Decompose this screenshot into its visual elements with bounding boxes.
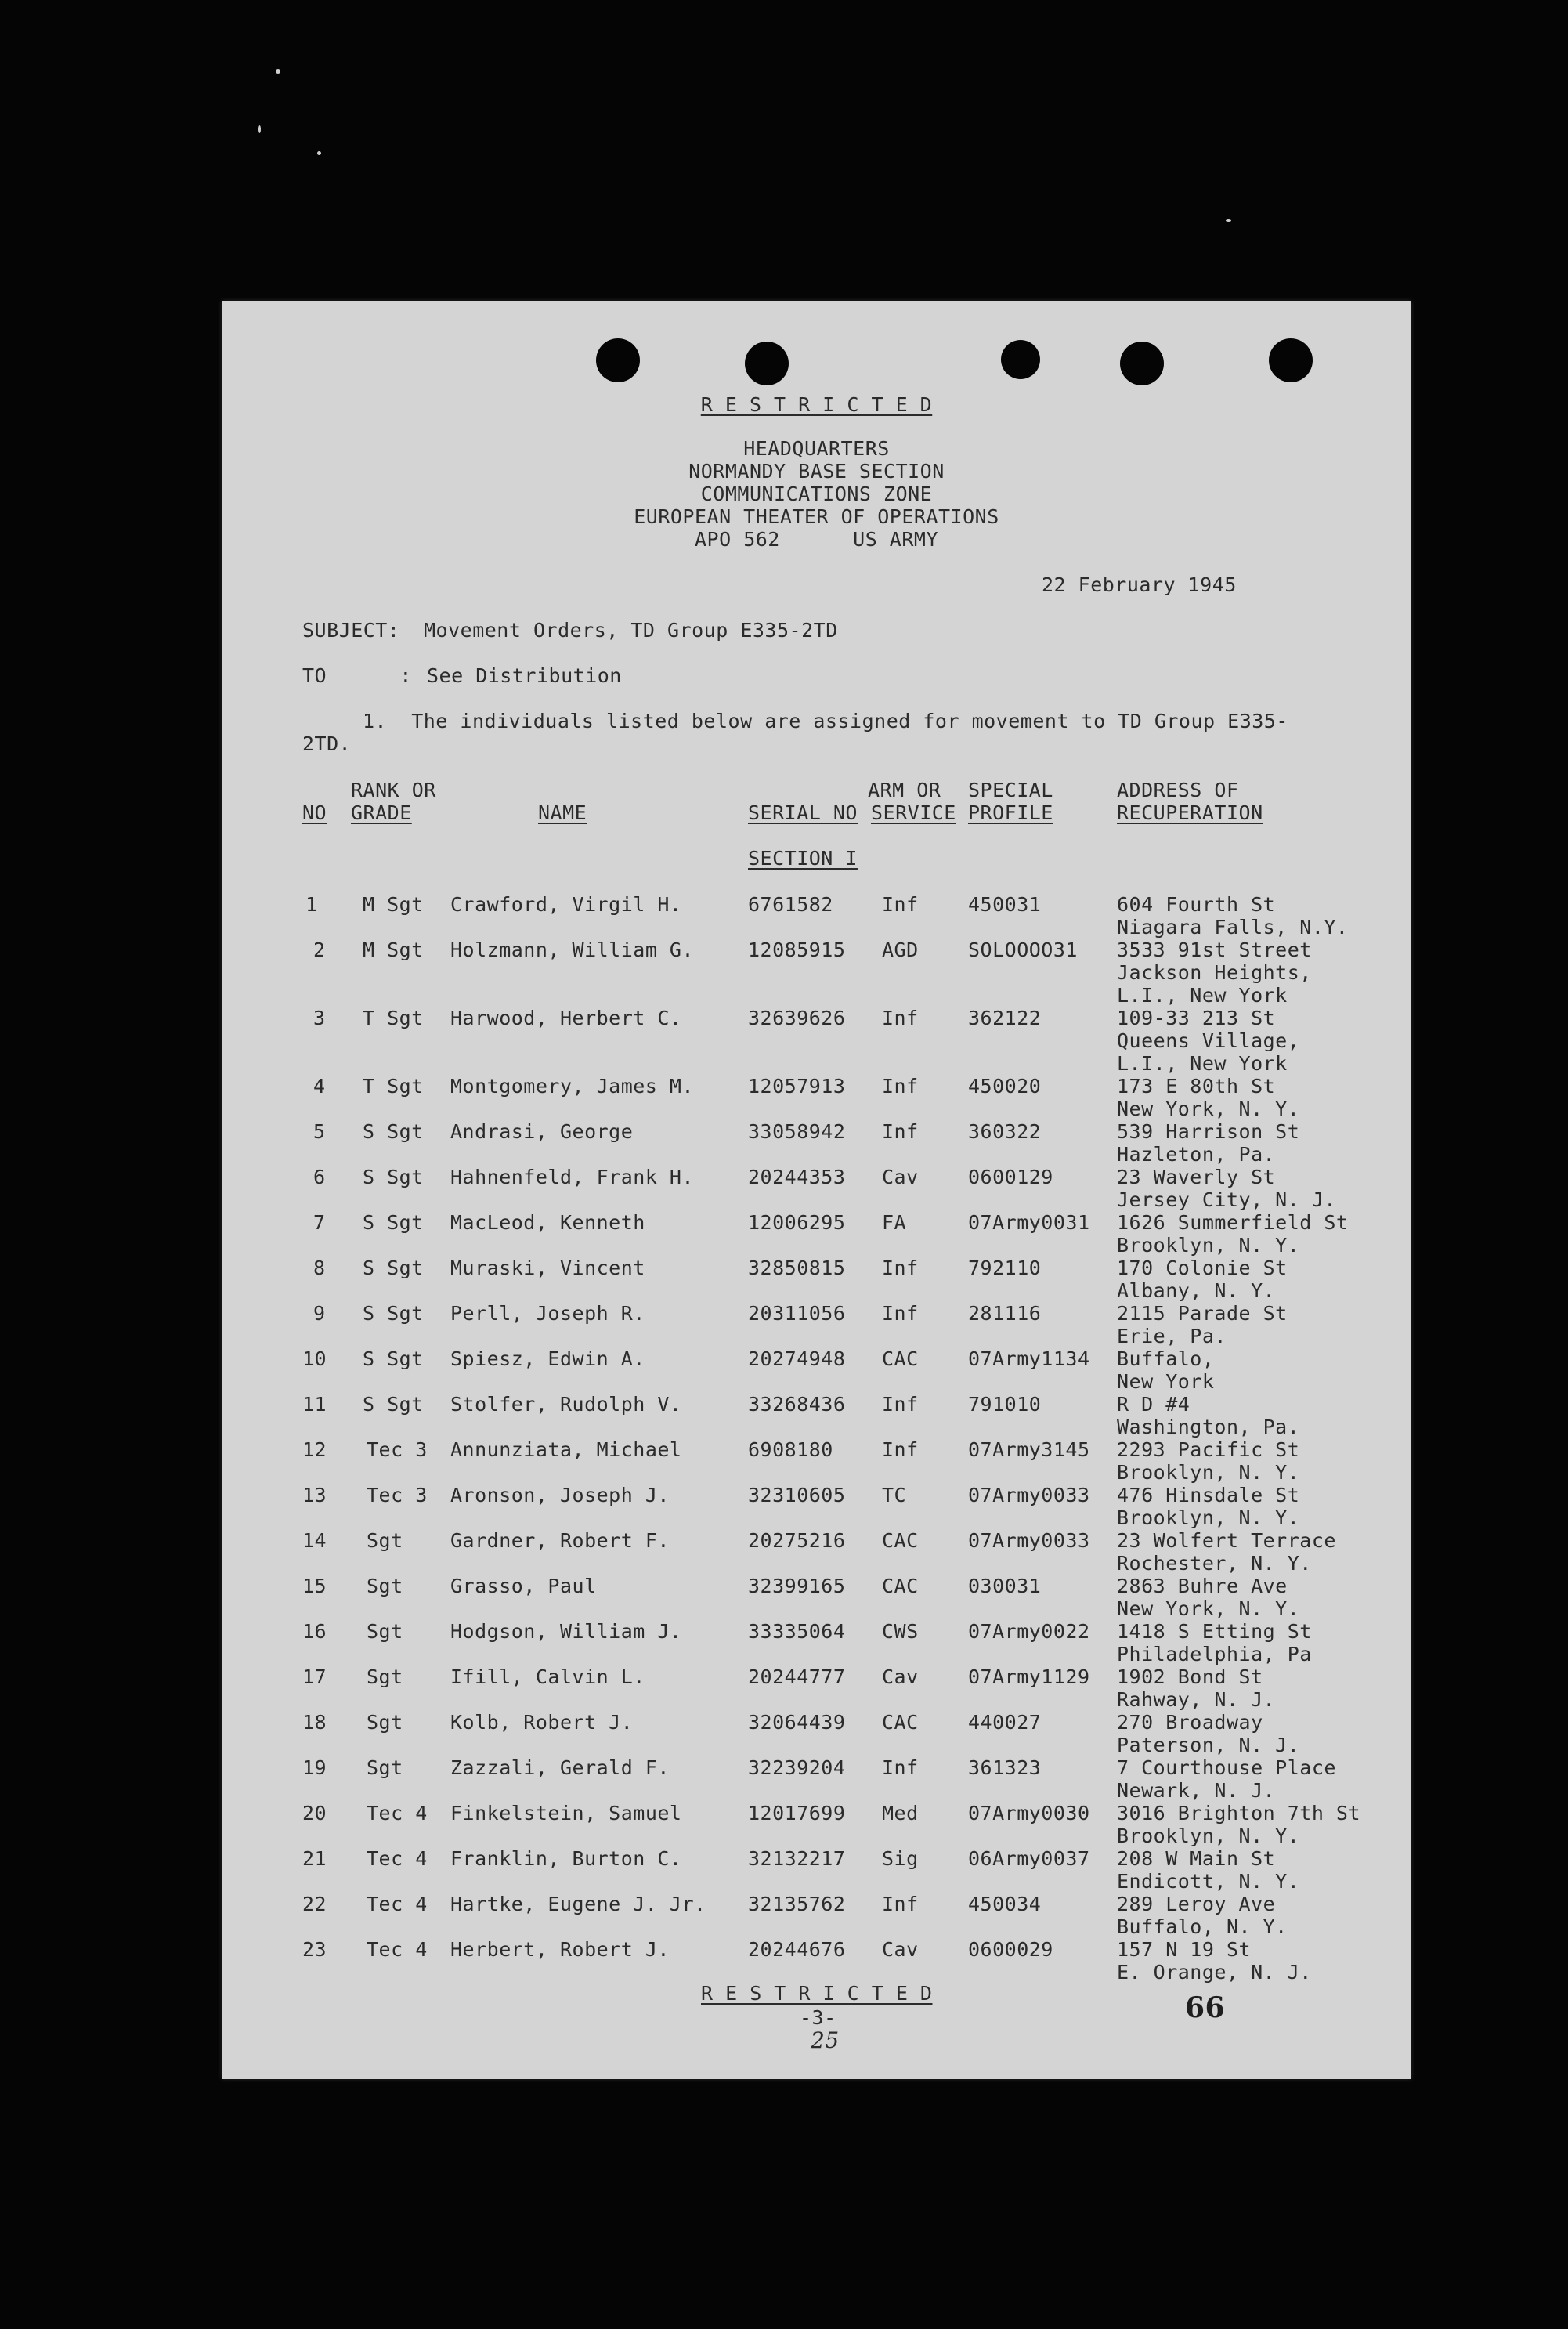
row-profile: 07Army0031 (968, 1211, 1090, 1234)
row-address-1: 7 Courthouse Place (1117, 1756, 1336, 1779)
row-no: 3 (313, 1007, 326, 1029)
row-address-2: New York (1117, 1370, 1215, 1393)
row-arm: Inf (882, 1257, 919, 1279)
row-arm: CAC (882, 1529, 919, 1552)
row-serial: 12057913 (748, 1075, 846, 1098)
punch-hole (1001, 340, 1040, 379)
row-name: MacLeod, Kenneth (450, 1211, 645, 1234)
row-serial: 12006295 (748, 1211, 846, 1234)
row-profile: 362122 (968, 1007, 1042, 1029)
row-serial: 12017699 (748, 1802, 846, 1825)
row-profile: 07Army1129 (968, 1665, 1090, 1688)
row-address-2: Paterson, N. J. (1117, 1734, 1300, 1756)
dust-speck (317, 151, 321, 155)
col-name: NAME (538, 801, 587, 824)
row-name: Hodgson, William J. (450, 1620, 682, 1643)
paragraph-line-1: 1. The individuals listed below are assigned for movement to TD Group E335- (363, 710, 1288, 732)
row-address-2: Buffalo, N. Y. (1117, 1915, 1288, 1938)
classification-footer: R E S T R I C T E D (701, 1982, 933, 2005)
row-serial: 32399165 (748, 1575, 846, 1597)
row-arm: Inf (882, 1302, 919, 1325)
org-line-1: HEADQUARTERS (743, 437, 890, 460)
row-serial: 6761582 (748, 893, 833, 916)
to-label: TO : (302, 664, 412, 687)
row-rank: Sgt (367, 1529, 403, 1552)
table-row (222, 938, 1411, 1007)
row-no: 20 (302, 1802, 327, 1825)
row-address-2: Hazleton, Pa. (1117, 1143, 1276, 1166)
row-address-2: Brooklyn, N. Y. (1117, 1234, 1300, 1257)
table-row (222, 1347, 1411, 1394)
row-name: Montgomery, James M. (450, 1075, 695, 1098)
paragraph-line-2: 2TD. (302, 732, 352, 755)
row-address-2: Erie, Pa. (1117, 1325, 1227, 1347)
row-address-1: 3533 91st Street (1117, 938, 1312, 961)
row-address-2: Jackson Heights, (1117, 961, 1312, 984)
row-address-2: Philadelphia, Pa (1117, 1643, 1312, 1665)
row-address-1: 604 Fourth St (1117, 893, 1276, 916)
row-rank: S Sgt (363, 1120, 424, 1143)
row-address-1: 270 Broadway (1117, 1711, 1263, 1734)
row-serial: 20244777 (748, 1665, 846, 1688)
row-no: 22 (302, 1893, 327, 1915)
row-address-2: Brooklyn, N. Y. (1117, 1825, 1300, 1847)
row-rank: Sgt (367, 1620, 403, 1643)
table-row (222, 1166, 1411, 1213)
row-name: Muraski, Vincent (450, 1257, 645, 1279)
punch-hole (1269, 338, 1313, 382)
row-profile: 281116 (968, 1302, 1042, 1325)
row-serial: 33335064 (748, 1620, 846, 1643)
row-serial: 32639626 (748, 1007, 846, 1029)
row-address-1: 1418 S Etting St (1117, 1620, 1312, 1643)
col-rank-line2: GRADE (351, 801, 412, 824)
table-row (222, 1257, 1411, 1304)
row-address-2: Brooklyn, N. Y. (1117, 1461, 1300, 1484)
col-address-line1: ADDRESS OF (1117, 779, 1239, 801)
row-arm: AGD (882, 938, 919, 961)
row-name: Annunziata, Michael (450, 1438, 682, 1461)
row-address-2: New York, N. Y. (1117, 1098, 1300, 1120)
row-rank: S Sgt (363, 1347, 424, 1370)
row-rank: Sgt (367, 1756, 403, 1779)
row-rank: T Sgt (363, 1075, 424, 1098)
row-serial: 12085915 (748, 938, 846, 961)
row-profile: 450020 (968, 1075, 1042, 1098)
row-arm: CWS (882, 1620, 919, 1643)
row-address-1: 2115 Parade St (1117, 1302, 1288, 1325)
stamped-number: 66 (1185, 1991, 1226, 2024)
row-rank: Tec 3 (367, 1438, 428, 1461)
row-profile: 791010 (968, 1393, 1042, 1416)
row-name: Ifill, Calvin L. (450, 1665, 645, 1688)
row-arm: Cav (882, 1938, 919, 1961)
col-no: NO (302, 801, 327, 824)
dust-speck (276, 69, 280, 74)
table-row (222, 1007, 1411, 1076)
row-rank: Tec 4 (367, 1893, 428, 1915)
row-address-2: New York, N. Y. (1117, 1597, 1300, 1620)
col-special-line2: PROFILE (968, 801, 1053, 824)
row-address-1: 208 W Main St (1117, 1847, 1276, 1870)
row-no: 6 (313, 1166, 326, 1188)
row-serial: 32850815 (748, 1257, 846, 1279)
row-serial: 32132217 (748, 1847, 846, 1870)
table-row (222, 1575, 1411, 1622)
row-address-2: Albany, N. Y. (1117, 1279, 1276, 1302)
row-profile: 440027 (968, 1711, 1042, 1734)
row-arm: Inf (882, 1075, 919, 1098)
row-arm: Inf (882, 1393, 919, 1416)
row-address-2: Jersey City, N. J. (1117, 1188, 1336, 1211)
row-serial: 32239204 (748, 1756, 846, 1779)
table-row (222, 893, 1411, 940)
row-profile: 030031 (968, 1575, 1042, 1597)
row-profile: 792110 (968, 1257, 1042, 1279)
row-profile: 450031 (968, 893, 1042, 916)
row-no: 18 (302, 1711, 327, 1734)
subject-text: Movement Orders, TD Group E335-2TD (424, 619, 838, 642)
row-arm: Inf (882, 1893, 919, 1915)
table-row (222, 1529, 1411, 1576)
row-serial: 20311056 (748, 1302, 846, 1325)
row-profile: 361323 (968, 1756, 1042, 1779)
row-arm: CAC (882, 1711, 919, 1734)
row-arm: Sig (882, 1847, 919, 1870)
row-address-3: L.I., New York (1117, 984, 1288, 1007)
row-serial: 6908180 (748, 1438, 833, 1461)
row-profile: 0600129 (968, 1166, 1053, 1188)
row-arm: Inf (882, 1007, 919, 1029)
row-name: Andrasi, George (450, 1120, 634, 1143)
row-address-1: 23 Waverly St (1117, 1166, 1276, 1188)
row-address-1: 3016 Brighton 7th St (1117, 1802, 1361, 1825)
row-name: Grasso, Paul (450, 1575, 597, 1597)
row-rank: S Sgt (363, 1393, 424, 1416)
table-row (222, 1938, 1411, 1985)
row-name: Hartke, Eugene J. Jr. (450, 1893, 706, 1915)
row-no: 4 (313, 1075, 326, 1098)
row-rank: Sgt (367, 1665, 403, 1688)
table-row (222, 1847, 1411, 1894)
row-address-2: Newark, N. J. (1117, 1779, 1276, 1802)
row-arm: Inf (882, 1120, 919, 1143)
row-serial: 33268436 (748, 1393, 846, 1416)
row-no: 11 (302, 1393, 327, 1416)
row-no: 15 (302, 1575, 327, 1597)
row-no: 2 (313, 938, 326, 961)
col-rank-line1: RANK OR (351, 779, 436, 801)
row-address-1: 170 Colonie St (1117, 1257, 1288, 1279)
row-serial: 20274948 (748, 1347, 846, 1370)
row-address-1: 109-33 213 St (1117, 1007, 1276, 1029)
row-no: 19 (302, 1756, 327, 1779)
row-arm: CAC (882, 1575, 919, 1597)
handwritten-page-number: 25 (811, 2027, 840, 2053)
row-rank: S Sgt (363, 1302, 424, 1325)
row-serial: 33058942 (748, 1120, 846, 1143)
row-address-2: Brooklyn, N. Y. (1117, 1506, 1300, 1529)
row-profile: 0600029 (968, 1938, 1053, 1961)
page-marker: -3- (800, 2006, 836, 2029)
row-arm: Inf (882, 1756, 919, 1779)
row-profile: SOLOOOO31 (968, 938, 1078, 961)
row-serial: 20244676 (748, 1938, 846, 1961)
section-title: SECTION I (748, 847, 858, 870)
row-arm: TC (882, 1484, 907, 1506)
dust-speck (258, 125, 261, 133)
row-rank: M Sgt (363, 938, 424, 961)
row-name: Perll, Joseph R. (450, 1302, 645, 1325)
row-address-1: 476 Hinsdale St (1117, 1484, 1300, 1506)
row-serial: 20244353 (748, 1166, 846, 1188)
classification-header: R E S T R I C T E D (700, 393, 933, 416)
row-address-1: 539 Harrison St (1117, 1120, 1300, 1143)
row-no: 8 (313, 1257, 326, 1279)
row-name: Hahnenfeld, Frank H. (450, 1166, 695, 1188)
punch-hole (1120, 342, 1164, 385)
row-profile: 07Army0022 (968, 1620, 1090, 1643)
row-address-1: 173 E 80th St (1117, 1075, 1276, 1098)
row-no: 9 (313, 1302, 326, 1325)
row-no: 10 (302, 1347, 327, 1370)
org-line-5: APO 562 US ARMY (694, 528, 939, 551)
row-arm: Cav (882, 1166, 919, 1188)
row-name: Holzmann, William G. (450, 938, 695, 961)
row-no: 14 (302, 1529, 327, 1552)
document-page (222, 301, 1411, 2079)
row-address-3: L.I., New York (1117, 1052, 1288, 1075)
row-name: Gardner, Robert F. (450, 1529, 670, 1552)
row-no: 16 (302, 1620, 327, 1643)
row-rank: Sgt (367, 1711, 403, 1734)
row-arm: CAC (882, 1347, 919, 1370)
org-line-2: NORMANDY BASE SECTION (688, 460, 945, 483)
table-row (222, 1393, 1411, 1440)
subject-label: SUBJECT: (302, 619, 400, 642)
row-address-1: 1902 Bond St (1117, 1665, 1263, 1688)
row-serial: 32310605 (748, 1484, 846, 1506)
row-name: Harwood, Herbert C. (450, 1007, 682, 1029)
row-rank: S Sgt (363, 1166, 424, 1188)
row-rank: S Sgt (363, 1211, 424, 1234)
row-no: 21 (302, 1847, 327, 1870)
row-rank: Tec 3 (367, 1484, 428, 1506)
table-row (222, 1665, 1411, 1712)
row-profile: 07Army0033 (968, 1484, 1090, 1506)
punch-hole (745, 342, 789, 385)
row-serial: 32135762 (748, 1893, 846, 1915)
table-row (222, 1302, 1411, 1349)
table-row (222, 1711, 1411, 1758)
row-address-1: Buffalo, (1117, 1347, 1215, 1370)
row-profile: 07Army0030 (968, 1802, 1090, 1825)
row-profile: 450034 (968, 1893, 1042, 1915)
row-no: 13 (302, 1484, 327, 1506)
row-address-2: Rochester, N. Y. (1117, 1552, 1312, 1575)
row-arm: Inf (882, 893, 919, 916)
row-no: 7 (313, 1211, 326, 1234)
table-row (222, 1756, 1411, 1803)
row-arm: Med (882, 1802, 919, 1825)
row-address-1: 289 Leroy Ave (1117, 1893, 1276, 1915)
row-rank: M Sgt (363, 893, 424, 916)
row-address-1: 157 N 19 St (1117, 1938, 1252, 1961)
col-special-line1: SPECIAL (968, 779, 1053, 801)
to-text: See Distribution (427, 664, 622, 687)
row-address-1: 1626 Summerfield St (1117, 1211, 1349, 1234)
row-name: Aronson, Joseph J. (450, 1484, 670, 1506)
dust-speck (1226, 219, 1231, 222)
row-address-1: 2293 Pacific St (1117, 1438, 1300, 1461)
org-line-3: COMMUNICATIONS ZONE (700, 483, 933, 505)
row-no: 1 (305, 893, 318, 916)
row-address-2: Rahway, N. J. (1117, 1688, 1276, 1711)
row-rank: Tec 4 (367, 1938, 428, 1961)
table-row (222, 1211, 1411, 1258)
row-name: Finkelstein, Samuel (450, 1802, 682, 1825)
col-arm-line2: SERVICE (871, 801, 956, 824)
row-name: Kolb, Robert J. (450, 1711, 634, 1734)
row-rank: T Sgt (363, 1007, 424, 1029)
table-row (222, 1802, 1411, 1849)
row-name: Herbert, Robert J. (450, 1938, 670, 1961)
row-no: 23 (302, 1938, 327, 1961)
row-name: Zazzali, Gerald F. (450, 1756, 670, 1779)
row-address-1: 23 Wolfert Terrace (1117, 1529, 1336, 1552)
table-row (222, 1893, 1411, 1940)
table-row (222, 1620, 1411, 1667)
row-rank: Sgt (367, 1575, 403, 1597)
row-profile: 06Army0037 (968, 1847, 1090, 1870)
row-name: Spiesz, Edwin A. (450, 1347, 645, 1370)
row-address-2: Washington, Pa. (1117, 1416, 1300, 1438)
row-no: 17 (302, 1665, 327, 1688)
row-address-2: E. Orange, N. J. (1117, 1961, 1312, 1984)
row-arm: Cav (882, 1665, 919, 1688)
row-arm: FA (882, 1211, 907, 1234)
row-address-2: Queens Village, (1117, 1029, 1300, 1052)
row-no: 12 (302, 1438, 327, 1461)
col-arm-line1: ARM OR (868, 779, 941, 801)
col-serial: SERIAL NO (748, 801, 858, 824)
table-row (222, 1438, 1411, 1485)
row-address-1: 2863 Buhre Ave (1117, 1575, 1288, 1597)
row-profile: 07Army3145 (968, 1438, 1090, 1461)
row-rank: Tec 4 (367, 1802, 428, 1825)
row-address-2: Endicott, N. Y. (1117, 1870, 1300, 1893)
row-address-2: Niagara Falls, N.Y. (1117, 916, 1349, 938)
col-address-line2: RECUPERATION (1117, 801, 1263, 824)
row-no: 5 (313, 1120, 326, 1143)
row-profile: 360322 (968, 1120, 1042, 1143)
row-name: Stolfer, Rudolph V. (450, 1393, 682, 1416)
row-arm: Inf (882, 1438, 919, 1461)
row-name: Crawford, Virgil H. (450, 893, 682, 916)
row-serial: 20275216 (748, 1529, 846, 1552)
org-line-4: EUROPEAN THEATER OF OPERATIONS (634, 505, 999, 528)
row-profile: 07Army1134 (968, 1347, 1090, 1370)
row-name: Franklin, Burton C. (450, 1847, 682, 1870)
table-row (222, 1484, 1411, 1531)
table-row (222, 1120, 1411, 1167)
punch-hole (596, 338, 640, 382)
row-rank: S Sgt (363, 1257, 424, 1279)
row-serial: 32064439 (748, 1711, 846, 1734)
row-profile: 07Army0033 (968, 1529, 1090, 1552)
table-row (222, 1075, 1411, 1122)
document-date: 22 February 1945 (1042, 573, 1237, 596)
row-rank: Tec 4 (367, 1847, 428, 1870)
row-address-1: R D #4 (1117, 1393, 1190, 1416)
